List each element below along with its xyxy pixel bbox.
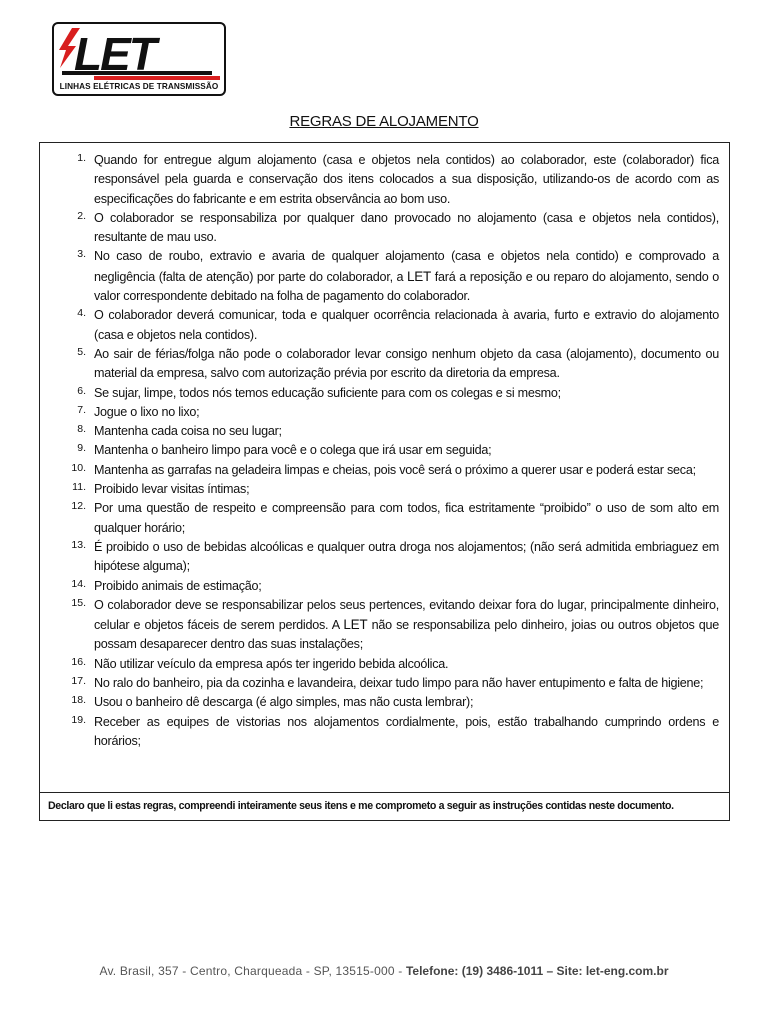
logo-letters: LET [74,28,155,80]
rule-text [94,655,719,674]
rule-text-part: Se sujar, limpe, todos nós temos educação suficiente para com os colegas e si mesmo; [94,385,561,400]
rule-text [94,713,719,752]
rule-text [94,247,719,306]
rule-text-part: O colaborador deve se responsabilizar pelos seus pertences, evitando deixar fora do lugar, principalmente dinheiro, celular e objetos fáceis de serem perdidos. A [94,597,719,633]
rule-number: 17. [71,675,86,688]
rule-text [94,209,719,248]
rule-number: 8. [77,423,86,436]
rule-number: 13. [71,538,86,551]
rule-text [94,538,719,577]
rule-text [94,441,719,460]
rule-number: 1. [77,152,86,164]
rule-item [40,422,729,441]
brand-name: LET [407,268,432,284]
rule-item [40,577,729,596]
rule-number: 19. [71,713,86,726]
rule-item [40,499,729,538]
rule-text-part: O colaborador deverá comunicar, toda e qualquer ocorrência relacionada à avaria, furto e extravio do alojamento (casa e objetos nela contidos). [94,308,719,342]
rule-text [94,480,719,499]
rule-number: 18. [71,694,86,707]
rule-number: 16. [71,655,86,668]
rule-text-part: não se responsabiliza pelo dinheiro, joias ou outros objetos que possam desaparecer dentro das suas instalações; [94,618,720,652]
rule-text [94,693,719,712]
rule-text [94,403,719,422]
rule-text-part: Proibido animais de estimação; [94,578,262,593]
footer [0,964,768,978]
rule-text-part: Por uma questão de respeito e compreensão para com todos, fica estritamente “proibido” o uso de som alto em qualquer horário; [94,501,719,535]
rule-text-part: Jogue o lixo no lixo; [94,404,200,419]
rule-number: 11. [72,481,86,494]
rule-number: 10. [71,461,86,474]
rule-number: 6. [77,384,86,397]
rule-item [40,403,729,422]
rule-item [40,596,729,655]
rule-number: 12. [71,500,86,513]
rule-item [40,538,729,577]
rule-item [40,306,729,345]
rule-number: 3. [77,248,86,261]
rule-text-part: O colaborador se responsabiliza por qualquer dano provocado no alojamento (casa e objetos nela contidos), resultante de mau uso. [94,210,719,245]
rule-text [94,384,719,403]
rule-text-part: Mantenha as garrafas na geladeira limpas e cheias, pois você será o próximo a querer usar e poderá estar seca; [94,462,696,477]
rule-item [40,345,729,384]
rule-number: 2. [77,209,86,222]
rule-text [94,306,719,345]
rule-number: 4. [77,307,86,320]
rule-item [40,209,729,248]
rule-item [40,713,729,752]
rule-item [40,441,729,460]
rule-text [94,151,719,209]
rule-text [94,674,719,693]
rule-text [94,596,719,655]
rule-item [40,384,729,403]
rule-text-part: Mantenha cada coisa no seu lugar; [94,424,282,439]
rule-text-part: fará a reposição e ou reparo do alojamento, sendo o valor correspondente debitado na folha de pagamento do colaborador. [94,269,719,304]
rule-text [94,461,719,480]
rule-text-part: Ao sair de férias/folga não pode o colaborador levar consigo nenhum objeto da casa (alojamento), documento ou material da empresa, salvo com autorização prévia por escrito da diretoria da empresa. [94,346,719,381]
company-logo [52,22,226,96]
rule-item [40,674,729,693]
rule-text-part: É proibido o uso de bebidas alcoólicas e qualquer outra droga nos alojamentos; (não será admitida embriaguez em hipótese alguma); [94,539,719,574]
rule-item [40,151,729,209]
rules-list [40,151,729,751]
brand-name: LET [343,617,368,633]
rule-text-part: Proibido levar visitas íntimas; [94,482,250,497]
rule-text-part: Usou o banheiro dê descarga (é algo simples, mas não custa lembrar); [94,695,474,710]
rule-text-part: Quando for entregue algum alojamento (casa e objetos nela contidos) ao colaborador, este (colaborador) fica responsável pela guarda e conservação dos itens colocados a sua disposição, utilizando-os de acordo com as especificações do fabricante e em estrita observância ao bom uso. [94,153,719,206]
rule-number: 9. [77,442,86,455]
logo-subtitle: LINHAS ELÉTRICAS DE TRANSMISSÃO [59,82,219,91]
rule-text-part: Receber as equipes de vistorias nos alojamentos cordialmente, pois, estão trabalhando cumprindo ordens e horários; [94,714,719,748]
rule-number: 5. [77,345,86,358]
rule-item [40,655,729,674]
rule-item [40,247,729,306]
footer-contact: Telefone: (19) 3486-1011 – Site: let-eng.com.br [405,964,669,978]
rule-number: 7. [77,403,86,416]
rule-text-part: No ralo do banheiro, pia da cozinha e lavandeira, deixar tudo limpo para não haver entupimento e falta de higiene; [94,676,704,691]
rule-text-part: Não utilizar veículo da empresa após ter ingerido bebida alcoólica. [94,656,449,671]
rule-number: 15. [71,596,86,609]
rules-box [39,142,730,821]
rule-text [94,577,719,596]
rule-text [94,499,719,538]
rule-number: 14. [71,577,86,590]
rule-item [40,461,729,480]
document-title: REGRAS DE ALOJAMENTO [289,113,479,130]
rule-item [40,693,729,712]
declaration-text: Declaro que li estas regras, compreendi inteiramente seus itens e me comprometo a seguir as instruções contidas neste documento. [40,792,729,820]
rule-text-part: No caso de roubo, extravio e avaria de qualquer alojamento (casa e objetos nela contido) e comprovado a negligência (falta de atenção) por parte do colaborador, a [94,249,719,284]
rule-text [94,345,719,384]
rule-text-part: Mantenha o banheiro limpo para você e o colega que irá usar em seguida; [94,443,492,458]
rule-item [40,480,729,499]
footer-address: Av. Brasil, 357 - Centro, Charqueada - SP, 13515-000 - [99,964,403,978]
rule-text [94,422,719,441]
